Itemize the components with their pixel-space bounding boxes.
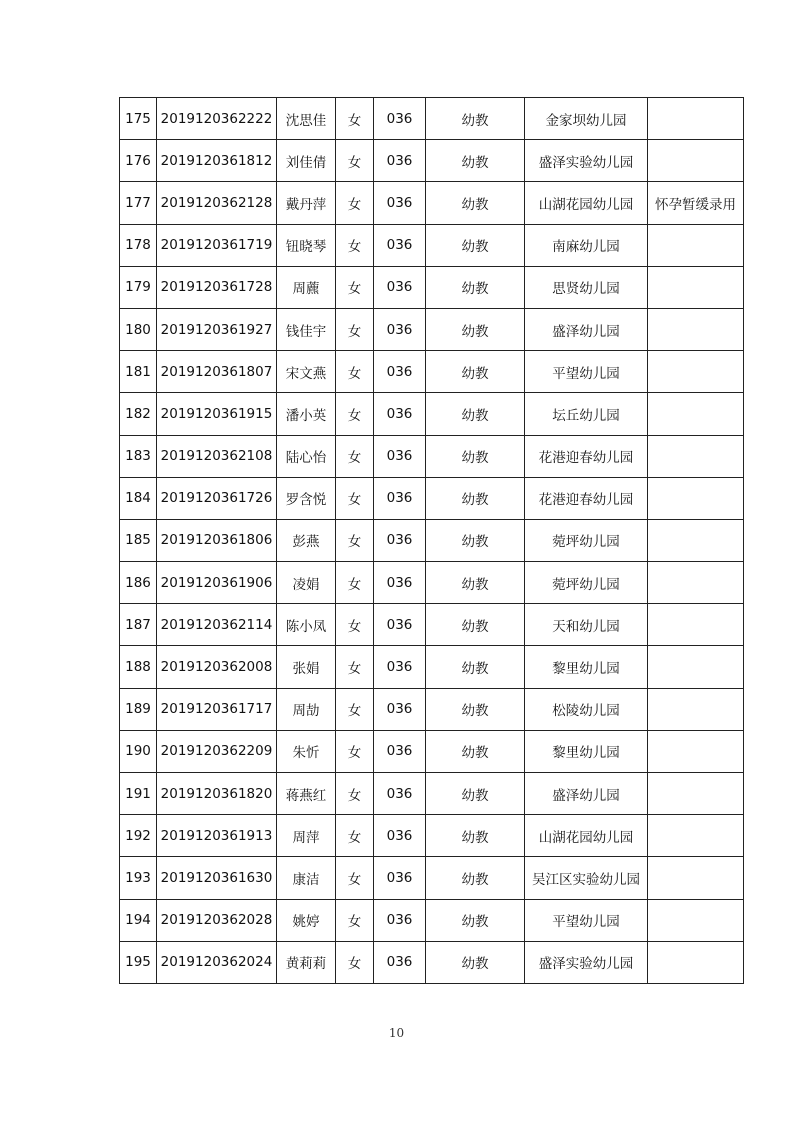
cell-remark: [648, 646, 744, 688]
cell-category: 幼教: [426, 688, 525, 730]
cell-row-number: 188: [120, 646, 157, 688]
cell-name: 周藨: [277, 266, 336, 308]
cell-name: 沈思佳: [277, 98, 336, 140]
cell-position-code: 036: [374, 393, 426, 435]
table-row: [120, 562, 744, 604]
cell-assigned-school: 花港迎春幼儿园: [525, 477, 648, 519]
cell-remark: 怀孕暂缓录用: [648, 182, 744, 224]
cell-name: 黄莉莉: [277, 941, 336, 983]
cell-assigned-school: 金家坝幼儿园: [525, 98, 648, 140]
cell-assigned-school: 吴江区实验幼儿园: [525, 857, 648, 899]
cell-name: 张娟: [277, 646, 336, 688]
cell-assigned-school: 黎里幼儿园: [525, 646, 648, 688]
cell-row-number: 191: [120, 773, 157, 815]
cell-name: 凌娟: [277, 562, 336, 604]
cell-position-code: 036: [374, 857, 426, 899]
cell-remark: [648, 266, 744, 308]
cell-position-code: 036: [374, 224, 426, 266]
table-row: [120, 477, 744, 519]
cell-remark: [648, 224, 744, 266]
cell-remark: [648, 941, 744, 983]
cell-remark: [648, 308, 744, 350]
cell-gender: 女: [336, 393, 374, 435]
cell-position-code: 036: [374, 688, 426, 730]
cell-assigned-school: 山湖花园幼儿园: [525, 815, 648, 857]
cell-row-number: 178: [120, 224, 157, 266]
cell-assigned-school: 平望幼儿园: [525, 899, 648, 941]
cell-category: 幼教: [426, 519, 525, 561]
cell-gender: 女: [336, 224, 374, 266]
cell-name: 姚婷: [277, 899, 336, 941]
cell-position-code: 036: [374, 351, 426, 393]
cell-row-number: 175: [120, 98, 157, 140]
cell-remark: [648, 899, 744, 941]
cell-candidate-id: 2019120362128: [157, 182, 277, 224]
cell-candidate-id: 2019120361807: [157, 351, 277, 393]
cell-row-number: 183: [120, 435, 157, 477]
cell-gender: 女: [336, 435, 374, 477]
cell-category: 幼教: [426, 857, 525, 899]
cell-assigned-school: 盛泽幼儿园: [525, 773, 648, 815]
cell-remark: [648, 604, 744, 646]
cell-category: 幼教: [426, 224, 525, 266]
cell-row-number: 195: [120, 941, 157, 983]
cell-category: 幼教: [426, 266, 525, 308]
table-row: [120, 815, 744, 857]
cell-position-code: 036: [374, 519, 426, 561]
cell-position-code: 036: [374, 730, 426, 772]
table-row: [120, 224, 744, 266]
cell-candidate-id: 2019120361719: [157, 224, 277, 266]
table-row: [120, 140, 744, 182]
cell-gender: 女: [336, 519, 374, 561]
cell-row-number: 184: [120, 477, 157, 519]
cell-row-number: 186: [120, 562, 157, 604]
cell-name: 钱佳宇: [277, 308, 336, 350]
cell-gender: 女: [336, 562, 374, 604]
table-row: [120, 688, 744, 730]
cell-gender: 女: [336, 98, 374, 140]
cell-position-code: 036: [374, 98, 426, 140]
cell-remark: [648, 477, 744, 519]
cell-assigned-school: 花港迎春幼儿园: [525, 435, 648, 477]
cell-assigned-school: 菀坪幼儿园: [525, 562, 648, 604]
table-row: [120, 351, 744, 393]
cell-remark: [648, 351, 744, 393]
table-row: [120, 857, 744, 899]
cell-row-number: 193: [120, 857, 157, 899]
cell-position-code: 036: [374, 646, 426, 688]
cell-candidate-id: 2019120361927: [157, 308, 277, 350]
cell-remark: [648, 815, 744, 857]
cell-candidate-id: 2019120361915: [157, 393, 277, 435]
cell-gender: 女: [336, 899, 374, 941]
table-row: [120, 182, 744, 224]
table-row: [120, 773, 744, 815]
cell-name: 蒋燕红: [277, 773, 336, 815]
cell-candidate-id: 2019120361812: [157, 140, 277, 182]
cell-category: 幼教: [426, 562, 525, 604]
cell-gender: 女: [336, 730, 374, 772]
cell-remark: [648, 140, 744, 182]
cell-category: 幼教: [426, 646, 525, 688]
cell-remark: [648, 730, 744, 772]
cell-candidate-id: 2019120361806: [157, 519, 277, 561]
cell-gender: 女: [336, 815, 374, 857]
cell-candidate-id: 2019120361726: [157, 477, 277, 519]
cell-candidate-id: 2019120362114: [157, 604, 277, 646]
cell-position-code: 036: [374, 140, 426, 182]
cell-category: 幼教: [426, 308, 525, 350]
cell-name: 陆心怡: [277, 435, 336, 477]
cell-row-number: 187: [120, 604, 157, 646]
cell-row-number: 181: [120, 351, 157, 393]
cell-name: 戴丹萍: [277, 182, 336, 224]
cell-category: 幼教: [426, 604, 525, 646]
cell-name: 朱忻: [277, 730, 336, 772]
cell-gender: 女: [336, 646, 374, 688]
cell-assigned-school: 天和幼儿园: [525, 604, 648, 646]
cell-position-code: 036: [374, 773, 426, 815]
table-row: [120, 646, 744, 688]
cell-candidate-id: 2019120362028: [157, 899, 277, 941]
cell-candidate-id: 2019120361630: [157, 857, 277, 899]
cell-assigned-school: 菀坪幼儿园: [525, 519, 648, 561]
cell-remark: [648, 435, 744, 477]
cell-candidate-id: 2019120361913: [157, 815, 277, 857]
cell-candidate-id: 2019120362008: [157, 646, 277, 688]
cell-assigned-school: 平望幼儿园: [525, 351, 648, 393]
cell-remark: [648, 688, 744, 730]
cell-assigned-school: 思贤幼儿园: [525, 266, 648, 308]
page-number: 10: [388, 1026, 405, 1040]
cell-candidate-id: 2019120362024: [157, 941, 277, 983]
cell-assigned-school: 盛泽幼儿园: [525, 308, 648, 350]
cell-position-code: 036: [374, 266, 426, 308]
cell-gender: 女: [336, 941, 374, 983]
table-row: [120, 899, 744, 941]
cell-candidate-id: 2019120362222: [157, 98, 277, 140]
cell-name: 周萍: [277, 815, 336, 857]
cell-row-number: 182: [120, 393, 157, 435]
cell-category: 幼教: [426, 815, 525, 857]
cell-remark: [648, 773, 744, 815]
cell-row-number: 192: [120, 815, 157, 857]
cell-remark: [648, 98, 744, 140]
table-row: [120, 435, 744, 477]
cell-remark: [648, 857, 744, 899]
cell-candidate-id: 2019120362209: [157, 730, 277, 772]
cell-category: 幼教: [426, 773, 525, 815]
cell-category: 幼教: [426, 435, 525, 477]
cell-category: 幼教: [426, 393, 525, 435]
cell-candidate-id: 2019120361717: [157, 688, 277, 730]
cell-position-code: 036: [374, 604, 426, 646]
cell-row-number: 194: [120, 899, 157, 941]
cell-name: 周劼: [277, 688, 336, 730]
table-row: [120, 308, 744, 350]
cell-category: 幼教: [426, 477, 525, 519]
cell-row-number: 177: [120, 182, 157, 224]
cell-name: 潘小英: [277, 393, 336, 435]
cell-gender: 女: [336, 266, 374, 308]
cell-candidate-id: 2019120362108: [157, 435, 277, 477]
cell-category: 幼教: [426, 140, 525, 182]
cell-name: 康洁: [277, 857, 336, 899]
cell-gender: 女: [336, 351, 374, 393]
cell-position-code: 036: [374, 899, 426, 941]
cell-row-number: 180: [120, 308, 157, 350]
cell-gender: 女: [336, 182, 374, 224]
cell-position-code: 036: [374, 941, 426, 983]
table-row: [120, 941, 744, 983]
cell-name: 刘佳倩: [277, 140, 336, 182]
cell-assigned-school: 黎里幼儿园: [525, 730, 648, 772]
cell-assigned-school: 南麻幼儿园: [525, 224, 648, 266]
cell-assigned-school: 山湖花园幼儿园: [525, 182, 648, 224]
cell-row-number: 176: [120, 140, 157, 182]
cell-category: 幼教: [426, 730, 525, 772]
cell-position-code: 036: [374, 435, 426, 477]
cell-gender: 女: [336, 140, 374, 182]
cell-category: 幼教: [426, 941, 525, 983]
cell-candidate-id: 2019120361820: [157, 773, 277, 815]
cell-row-number: 190: [120, 730, 157, 772]
cell-position-code: 036: [374, 562, 426, 604]
cell-row-number: 179: [120, 266, 157, 308]
cell-gender: 女: [336, 477, 374, 519]
cell-assigned-school: 松陵幼儿园: [525, 688, 648, 730]
cell-position-code: 036: [374, 308, 426, 350]
cell-gender: 女: [336, 857, 374, 899]
cell-name: 钮晓琴: [277, 224, 336, 266]
cell-category: 幼教: [426, 351, 525, 393]
cell-assigned-school: 坛丘幼儿园: [525, 393, 648, 435]
cell-assigned-school: 盛泽实验幼儿园: [525, 941, 648, 983]
cell-gender: 女: [336, 773, 374, 815]
table-row: [120, 730, 744, 772]
cell-name: 罗含悦: [277, 477, 336, 519]
cell-category: 幼教: [426, 899, 525, 941]
cell-position-code: 036: [374, 477, 426, 519]
cell-assigned-school: 盛泽实验幼儿园: [525, 140, 648, 182]
roster-body: [120, 98, 744, 984]
cell-row-number: 185: [120, 519, 157, 561]
cell-remark: [648, 562, 744, 604]
cell-gender: 女: [336, 604, 374, 646]
cell-name: 陈小凤: [277, 604, 336, 646]
table-row: [120, 98, 744, 140]
cell-category: 幼教: [426, 182, 525, 224]
table-row: [120, 604, 744, 646]
cell-candidate-id: 2019120361728: [157, 266, 277, 308]
table-row: [120, 393, 744, 435]
table-row: [120, 266, 744, 308]
table-row: [120, 519, 744, 561]
cell-remark: [648, 393, 744, 435]
cell-candidate-id: 2019120361906: [157, 562, 277, 604]
cell-name: 宋文燕: [277, 351, 336, 393]
cell-position-code: 036: [374, 182, 426, 224]
cell-name: 彭燕: [277, 519, 336, 561]
cell-row-number: 189: [120, 688, 157, 730]
cell-category: 幼教: [426, 98, 525, 140]
cell-gender: 女: [336, 308, 374, 350]
hiring-roster-table: [119, 97, 744, 984]
cell-gender: 女: [336, 688, 374, 730]
cell-remark: [648, 519, 744, 561]
cell-position-code: 036: [374, 815, 426, 857]
